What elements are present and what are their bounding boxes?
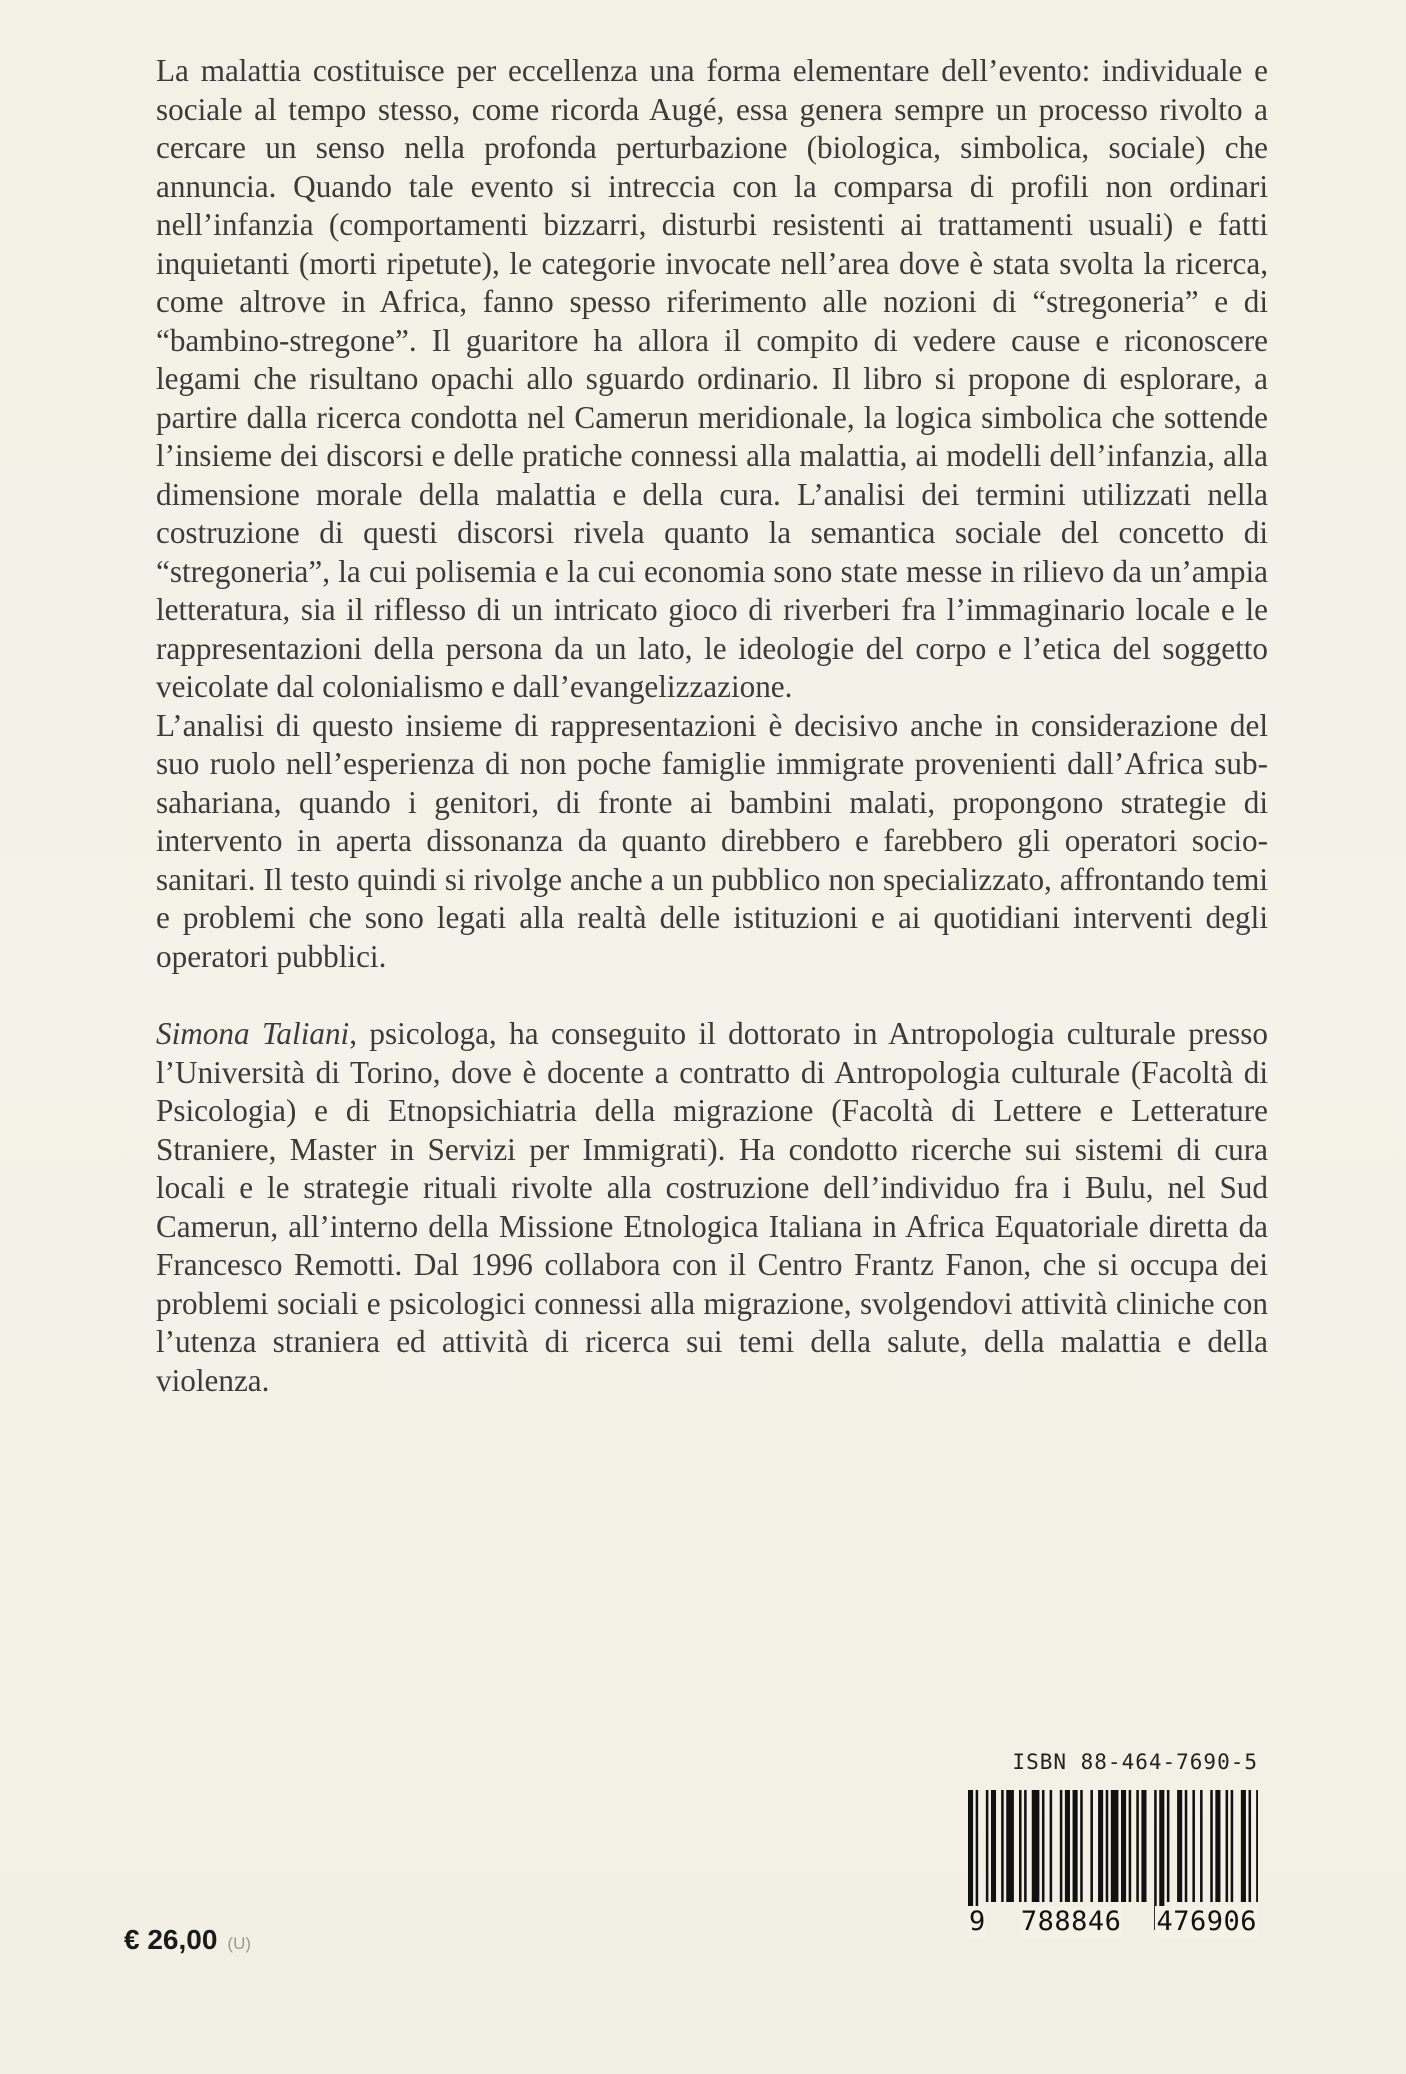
isbn-label: ISBN 88-464-7690-5 xyxy=(1012,1750,1258,1774)
barcode-bar xyxy=(1226,1790,1229,1902)
barcode-bar xyxy=(1210,1790,1213,1902)
barcode-bar xyxy=(1032,1790,1040,1902)
price-block xyxy=(124,1924,251,1956)
barcode-digit-prefix: 9 xyxy=(969,1906,986,1937)
barcode-bar xyxy=(1200,1790,1203,1902)
barcode-bar xyxy=(1042,1790,1045,1902)
barcode-bar xyxy=(1231,1790,1234,1902)
price-code: (U) xyxy=(227,1934,252,1953)
author-name: Simona Taliani xyxy=(156,1016,350,1051)
barcode-bar xyxy=(1090,1790,1093,1902)
barcode-bar xyxy=(1073,1790,1078,1902)
barcode-bar xyxy=(1121,1790,1126,1902)
barcode-bar xyxy=(1136,1790,1139,1902)
barcode-bar xyxy=(1167,1790,1170,1902)
barcode-bar xyxy=(1129,1790,1132,1902)
barcode-digits xyxy=(968,1906,1258,1937)
barcode xyxy=(968,1790,1258,1938)
barcode-bar xyxy=(1024,1790,1027,1902)
author-bio-text: , psicologa, ha conseguito il dottorato in Antropologia culturale presso l’Università di Torino, dove è docente a contratto di Antropologia culturale (Facoltà di Psicologia) e di Etnopsichiatria della migrazione (Facoltà di Lettere e Letterature Straniere, Master in Servizi per Immigrati). Ha condotto ricerche sui sistemi di cura locali e le strategie rituali rivolte alla costruzione dell’individuo fra i Bulu, nel Sud Camerun, all’interno della Missione Etnologica Italiana in Africa Equatoriale diretta da Francesco Remotti. Dal 1996 collabora con il Centro Frantz Fanon, che si occupa dei problemi sociali e psicologici connessi alla migrazione, svolgendovi attività cliniche con l’utenza straniera ed attività di ricerca sui temi della salute, della malattia e della violenza. xyxy=(156,1016,1268,1398)
synopsis-paragraph-1: La malattia costituisce per eccellenza una forma elementare dell’evento: individuale e sociale al tempo stesso, come ricorda Augé, essa genera sempre un processo rivolto a cercare un senso nella profonda perturbazione (biologica, simbolica, sociale) che annuncia. Quando tale evento si intreccia con la comparsa di profili non ordinari nell’infanzia (comportamenti bizzarri, disturbi resistenti ai trattamenti usuali) e fatti inquietanti (morti ripetute), le categorie invocate nell’area dove è stata svolta la ricerca, come altrove in Africa, fanno spesso riferimento alle nozioni di “stregoneria” e di “bambino-stregone”. Il guaritore ha allora il compito di vedere cause e riconoscere legami che risultano opachi allo sguardo ordinario. Il libro si propone di esplorare, a partire dalla ricerca condotta nel Camerun meridionale, la logica simbolica che sottende l’insieme dei discorsi e delle pratiche connessi alla malattia, ai modelli dell’infanzia, alla dimensione morale della malattia e della cura. L’analisi dei termini utilizzati nella costruzione di questi discorsi rivela quanto la semantica sociale del concetto di “stregoneria”, la cui polisemia e la cui economia sono state messe in rilievo da un’ampia letteratura, sia il riflesso di un intricato gioco di riverberi fra l’immaginario locale e le rappresentazioni della persona da un lato, le ideologie del corpo e l’etica del soggetto veicolate dal colonialismo e dall’evangelizzazione. xyxy=(156,53,1268,704)
barcode-bar xyxy=(1006,1790,1014,1902)
barcode-bar xyxy=(1098,1790,1103,1902)
barcode-bar xyxy=(1185,1790,1188,1902)
synopsis-paragraph-2: L’analisi di questo insieme di rappresentazioni è decisivo anche in considerazione del suo ruolo nell’esperienza di non poche famiglie immigrate provenienti dall’Africa sub-sahariana, quando i genitori, di fronte ai bambini malati, propongono strategie di intervento in aperta dissonanza da quanto direbbero e farebbero gli operatori socio-sanitari. Il testo quindi si rivolge anche a un pubblico non specializzato, affrontando temi e problemi che sono legati alla realtà delle istituzioni e ai quotidiani interventi degli operatori pubblici. xyxy=(156,707,1268,974)
barcode-bar xyxy=(1106,1790,1109,1902)
barcode-bar xyxy=(1215,1790,1220,1902)
isbn-block xyxy=(968,1750,1258,1780)
barcode-bar xyxy=(1249,1790,1252,1902)
barcode-bar xyxy=(1141,1790,1146,1902)
barcode-bar xyxy=(1060,1790,1063,1902)
barcode-bar xyxy=(991,1790,996,1902)
barcode-bar xyxy=(1241,1790,1246,1902)
barcode-bar xyxy=(1050,1790,1053,1902)
barcode-digit-group-1: 788846 xyxy=(1020,1906,1122,1937)
barcode-bar xyxy=(1111,1790,1119,1902)
author-bio-paragraph xyxy=(156,1015,1268,1400)
barcode-bar xyxy=(1001,1790,1004,1902)
barcode-bar xyxy=(1065,1790,1070,1902)
barcode-bar xyxy=(1192,1790,1195,1902)
barcode-bar xyxy=(986,1790,989,1902)
barcode-bar xyxy=(1256,1790,1258,1902)
barcode-bar xyxy=(1177,1790,1182,1902)
price: € 26,00 xyxy=(124,1924,218,1955)
barcode-bar xyxy=(1080,1790,1083,1902)
barcode-bar xyxy=(1019,1790,1022,1902)
barcode-digit-group-2: 476906 xyxy=(1156,1906,1257,1937)
back-cover-text xyxy=(156,52,1268,1400)
